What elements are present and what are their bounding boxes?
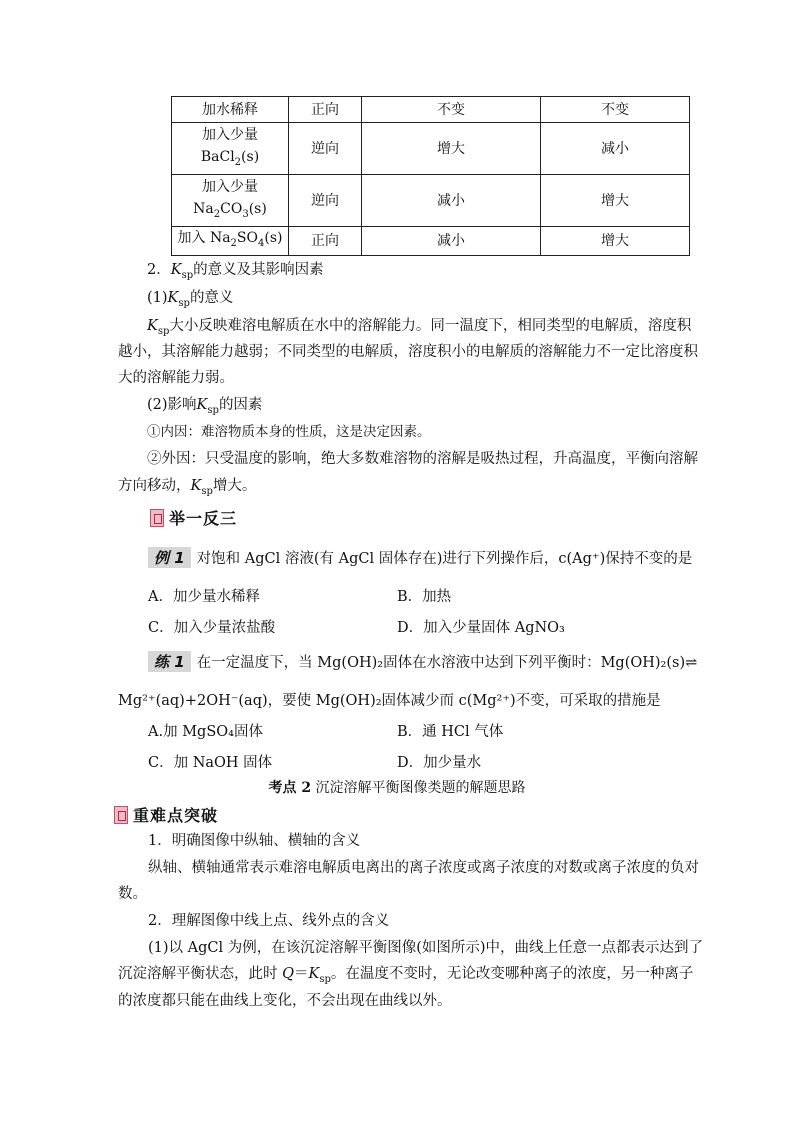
table-cell: 不变 (362, 97, 541, 123)
option-a: A.加 MgSO₄固体 (148, 724, 263, 740)
paragraph-line: 纵轴、横轴通常表示难溶电解质电离出的离子浓度或离子浓度的对数或离子浓度的负对 (148, 860, 699, 876)
table-cell: 增大 (541, 175, 690, 227)
table-row (172, 97, 690, 123)
paragraph-line: 数。 (118, 886, 147, 902)
subheading: $(1)K_{sp}$的意义 (147, 290, 234, 309)
option-c: C．加入少量浓盐酸 (148, 620, 276, 636)
table-cell: 增大 (362, 123, 541, 175)
table-row (172, 123, 690, 175)
subheading: 1．明确图像中纵轴、横轴的含义 (148, 833, 361, 849)
table-cell: 加入少量 BaCl$_2$(s) (172, 123, 289, 175)
section-badge (114, 803, 218, 826)
table-row (172, 175, 690, 227)
option-d: D．加少量水 (397, 755, 482, 771)
option-d: D．加入少量固体 AgNO₃ (397, 620, 565, 636)
option-a: A．加少量水稀释 (148, 589, 260, 605)
badge-title: 重难点突破 (133, 806, 219, 825)
paragraph-line: 大的溶解能力弱。 (118, 370, 234, 386)
exercise-label: 练 1 (148, 651, 191, 672)
exercise-question-cont: Mg²⁺(aq)+2OH⁻(aq)，要使 Mg(OH)₂固体减少而 c(Mg²⁺)不变，可采取的措施是 (118, 693, 661, 709)
table-cell: 不变 (541, 97, 690, 123)
paragraph-line: ②外因：只受温度的影响，绝大多数难溶物的溶解是吸热过程，升高温度，平衡向溶解 (147, 451, 698, 467)
section-badge (150, 506, 237, 529)
table-cell: 减小 (362, 175, 541, 227)
table-cell: 加入 $Na_2SO_4(s)$ (172, 227, 289, 256)
badge-title: 举一反三 (169, 509, 238, 528)
table-cell: 逆向 (289, 123, 362, 175)
subheading: 2．理解图像中线上点、线外点的含义 (148, 913, 390, 929)
topic-heading: 考点 2 沉淀溶解平衡图像类题的解题思路 (268, 780, 526, 796)
table-cell: 正向 (289, 227, 362, 256)
option-c: C．加 NaOH 固体 (148, 755, 273, 771)
equilibrium-shift-table (171, 96, 690, 256)
paragraph-line: $K_{sp}$大小反映难溶电解质在水中的溶解能力。同一温度下，相同类型的电解质，溶度积 (147, 318, 692, 337)
badge-icon (114, 806, 128, 824)
example-question: 例 1 对饱和 AgCl 溶液(有 AgCl 固体存在)进行下列操作后，c(Ag⁺)保持不变的是 (148, 547, 692, 568)
table-cell: 加入少量 $Na_2CO_3(s)$ (172, 175, 289, 227)
badge-icon (150, 509, 164, 527)
table-cell: 增大 (541, 227, 690, 256)
paragraph-line: 越小，其溶解能力越弱；不同类型的电解质，溶度积小的电解质的溶解能力不一定比溶度积 (118, 344, 698, 360)
subheading: (2)影响$K_{sp}$的因素 (147, 397, 263, 416)
paragraph-line: ①内因：难溶物质本身的性质，这是决定因素。 (147, 424, 431, 440)
table-cell: 逆向 (289, 175, 362, 227)
table-cell: 加水稀释 (172, 97, 289, 123)
table-cell: 减小 (541, 123, 690, 175)
section-heading: 2．$K_{sp}$的意义及其影响因素 (147, 262, 324, 281)
option-b: B．通 HCl 气体 (397, 724, 504, 740)
paragraph-line: (1)以 AgCl 为例，在该沉淀溶解平衡图像(如图所示)中，曲线上任意一点都表示达到了 (148, 940, 704, 956)
table-row (172, 227, 690, 256)
example-label: 例 1 (148, 547, 191, 568)
table-cell: 正向 (289, 97, 362, 123)
paragraph-line: 方向移动，$K_{sp}$增大。 (118, 478, 257, 497)
paragraph-line: 沉淀溶解平衡状态，此时 $Q=K_{sp}$。在温度不变时，无论改变哪种离子的浓度，另一种离子 (118, 966, 694, 985)
option-b: B．加热 (397, 589, 452, 605)
table-cell: 减小 (362, 227, 541, 256)
exercise-question: 练 1 在一定温度下，当 Mg(OH)₂固体在水溶液中达到下列平衡时：Mg(OH)₂(s)⇌ (148, 651, 697, 672)
paragraph-line: 的浓度都只能在曲线上变化，不会出现在曲线以外。 (118, 993, 452, 1009)
